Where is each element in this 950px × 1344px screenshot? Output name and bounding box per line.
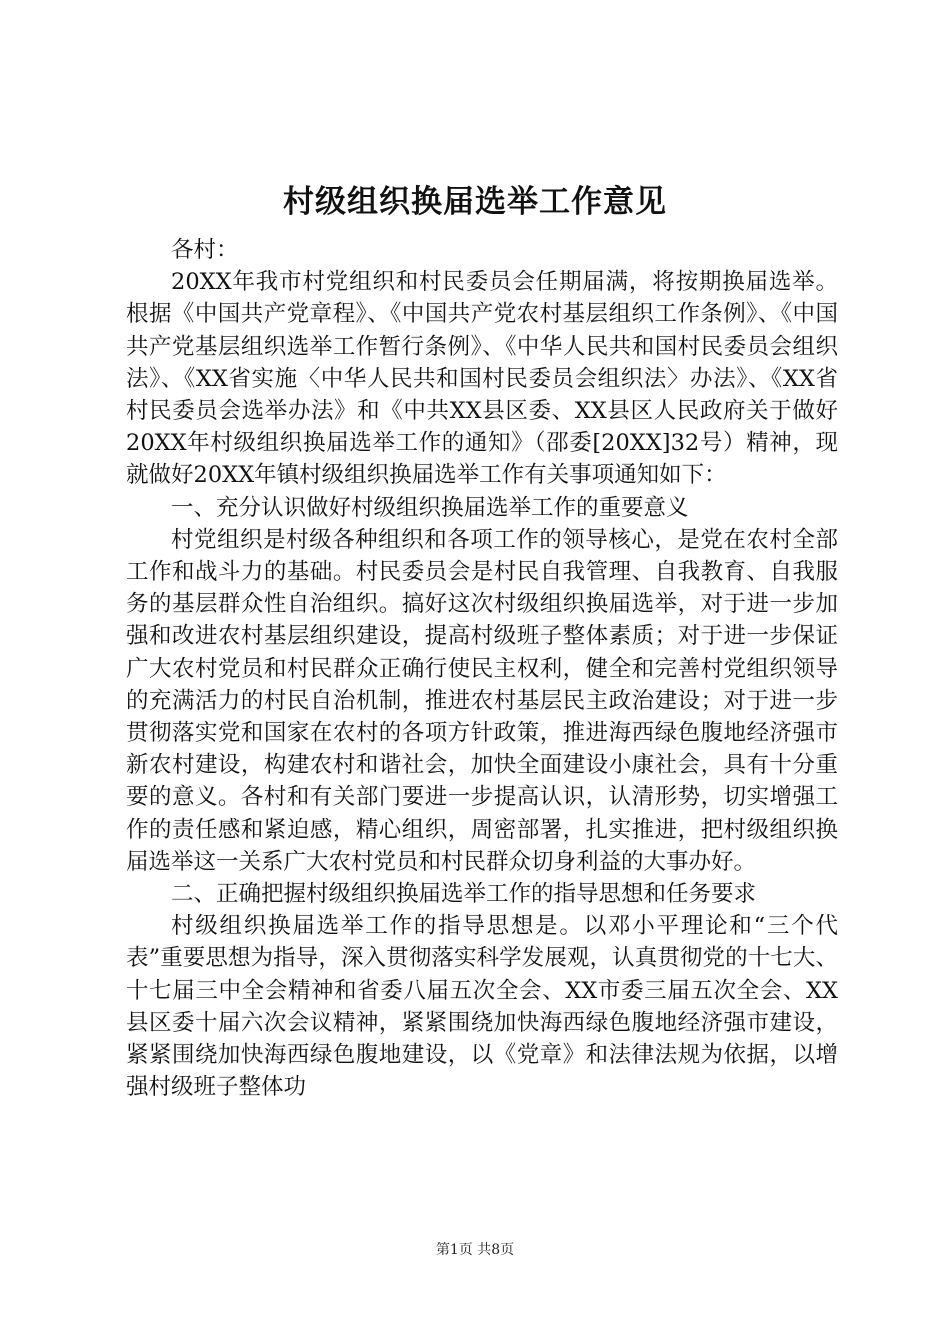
section-heading-1: 一、充分认识做好村级组织换届选举工作的重要意义 [171, 494, 689, 521]
section-heading-2: 二、正确把握村级组织换届选举工作的指导思想和任务要求 [171, 881, 757, 908]
paragraph-guiding-ideology: 村级组织换届选举工作的指导思想是。以邓小平理论和“三个代表”重要思想为指导，深入贯彻落实科学发展观，认真贯彻党的十七大、十七届三中全会精神和省委八届五次全会、XX市委三届五次全会、XX县区委十届六次会议精神，紧紧围绕加快海西绿色腹地经济强市建设，紧紧围绕加快海西绿色腹地建设，以《党章》和法律法规为依据，以增强村级班子整体功 [126, 913, 838, 1101]
document-body [126, 234, 838, 1103]
page-number-footer: 第1页 共8页 [435, 1242, 515, 1258]
salutation: 各村： [171, 237, 239, 263]
paragraph-intro: 20XX年我市村党组织和村民委员会任期届满，将按期换届选举。根据《中国共产党章程》、《中国共产党农村基层组织工作条例》、《中国共产党基层组织选举工作暂行条例》、《中华人民共和国村民委员会组织法》、《XX省实施〈中华人民共和国村民委员会组织法〉办法》、《XX省村民委员会选举办法》和《中共XX县区委、XX县区人民政府关于做好20XX年村级组织换届选举工作的通知》（邵委[20XX]32号）精神，现就做好20XX年镇村级组织换届选举工作有关事项通知如下： [126, 269, 838, 489]
paragraph-significance: 村党组织是村级各种组织和各项工作的领导核心，是党在农村全部工作和战斗力的基础。村民委员会是村民自我管理、自我教育、自我服务的基层群众性自治组织。搞好这次村级组织换届选举，对于进一步加强和改进农村基层组织建设，提高村级班子整体素质；对于进一步保证广大农村党员和村民群众正确行使民主权利，健全和完善村党组织领导的充满活力的村民自治机制，推进农村基层民主政治建设；对于进一步贯彻落实党和国家在农村的各项方针政策，推进海西绿色腹地经济强市新农村建设，构建农村和谐社会，加快全面建设小康社会，具有十分重要的意义。各村和有关部门要进一步提高认识，认清形势，切实增强工作的责任感和紧迫感，精心组织，周密部署，扎实推进，把村级组织换届选举这一关系广大农村党员和村民群众切身利益的大事办好。 [126, 526, 838, 875]
document-title: 村级组织换届选举工作意见 [283, 184, 667, 220]
